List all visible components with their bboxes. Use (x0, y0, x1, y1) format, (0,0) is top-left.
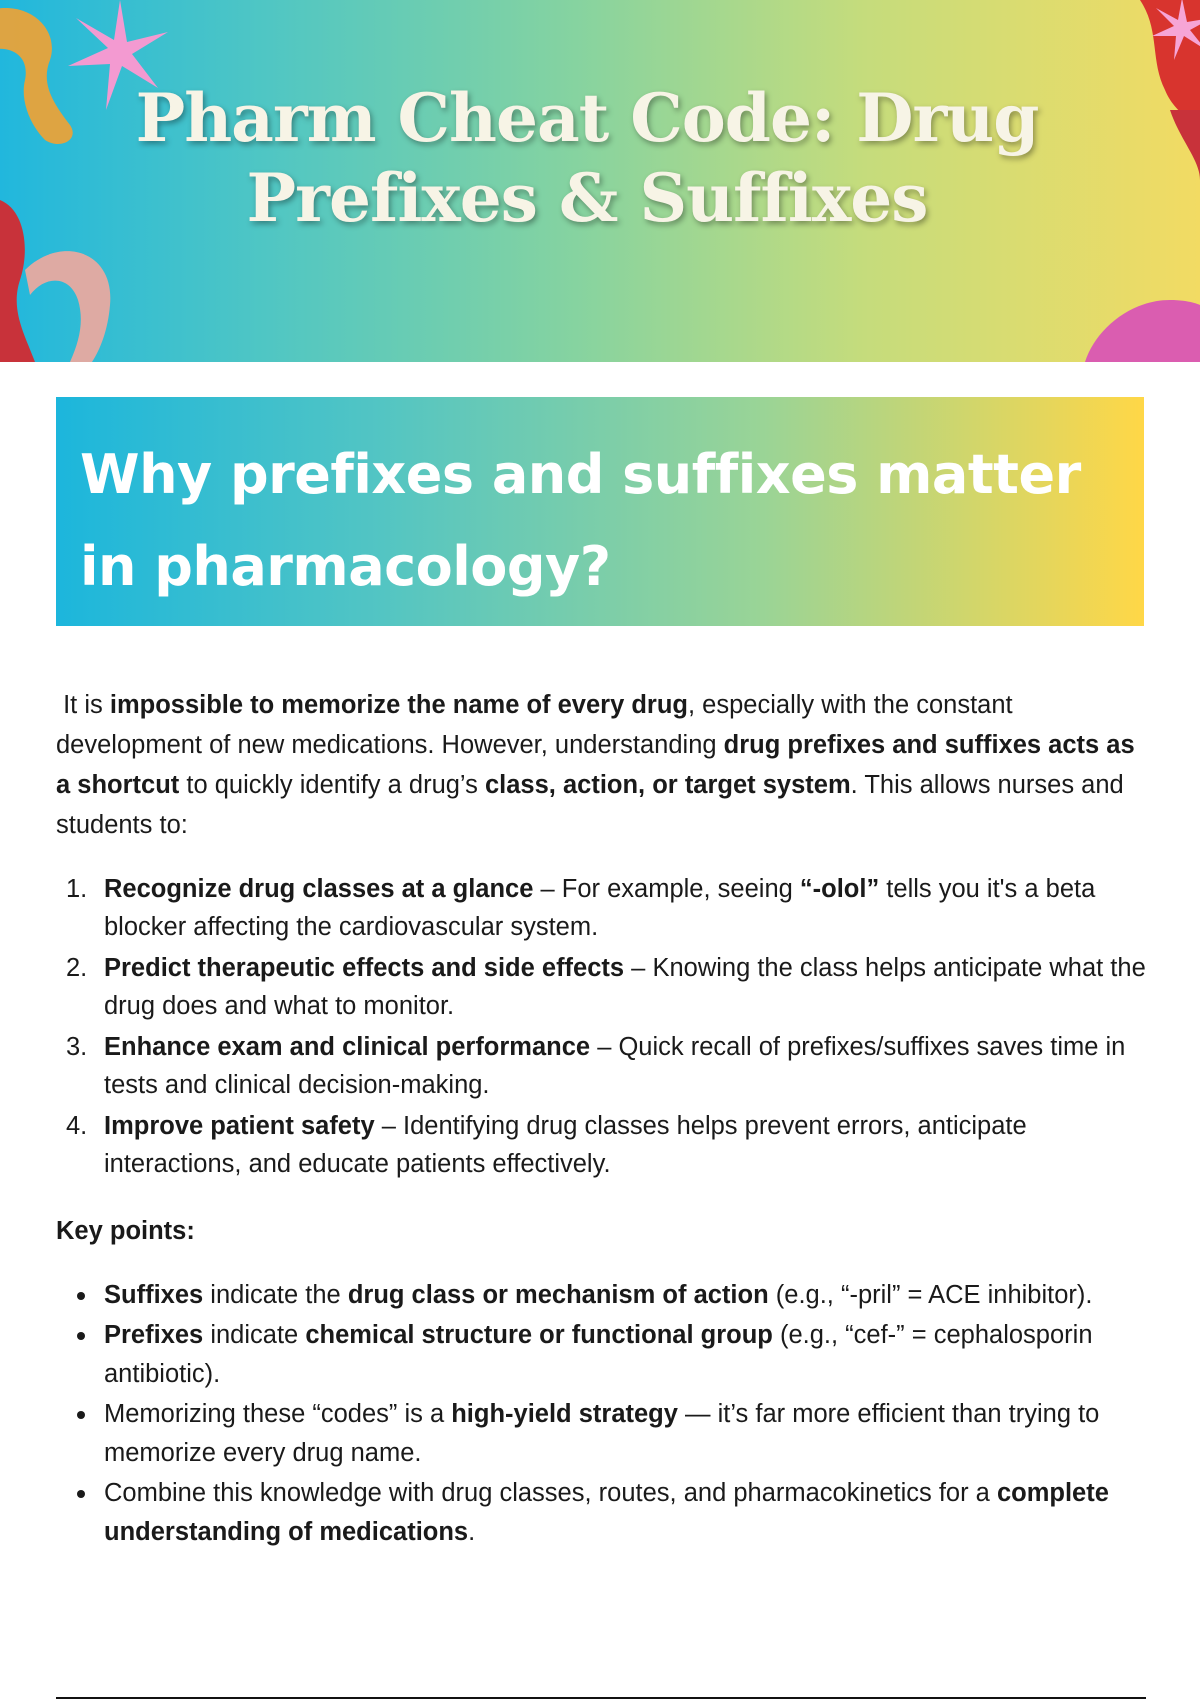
list-item (56, 1474, 1148, 1552)
item-emphasis: “-olol” (799, 875, 880, 903)
bullet-icon (77, 1292, 85, 1300)
key-points-label: Key points: (56, 1217, 195, 1245)
item-emphasis: drug class or mechanism of action (347, 1281, 769, 1309)
page-title-line-2: Prefixes & Suffixes (246, 159, 928, 237)
key-points-list (56, 1276, 1148, 1553)
item-text: – Identifying drug classes helps prevent errors, anticipate interactions, and educate patients effectively. (104, 1112, 1027, 1178)
item-emphasis: Suffixes (104, 1281, 204, 1309)
list-item (56, 949, 1148, 1025)
item-text: — it’s far more efficient than trying to memorize every drug name. (104, 1400, 1100, 1467)
page-title (0, 78, 1174, 238)
list-number: 2. (66, 954, 88, 982)
bullet-icon (77, 1490, 85, 1498)
item-title: Enhance exam and clinical performance (104, 1033, 591, 1061)
item-text: (e.g., “-pril” = ACE inhibitor). (768, 1281, 1093, 1309)
list-item (56, 1316, 1148, 1394)
section-heading (80, 429, 1120, 613)
item-emphasis: Prefixes (104, 1321, 204, 1349)
item-emphasis: high-yield strategy (451, 1400, 678, 1428)
list-item (56, 1028, 1148, 1104)
list-number: 3. (66, 1033, 88, 1061)
item-text: indicate (203, 1321, 306, 1349)
benefits-list (56, 870, 1148, 1186)
intro-paragraph (56, 685, 1146, 845)
intro-emphasis: class, action, or target system (484, 771, 851, 799)
list-item (56, 870, 1148, 946)
item-text: indicate the (203, 1281, 348, 1309)
intro-text: , especially with the constant development of new medications. However, understanding (56, 691, 1013, 759)
header-banner (0, 0, 1200, 362)
item-title: Improve patient safety (104, 1112, 375, 1140)
item-emphasis: chemical structure or functional group (305, 1321, 773, 1349)
intro-emphasis: impossible to memorize the name of every drug (109, 691, 689, 719)
item-text: – For example, seeing (533, 875, 800, 903)
item-text: . (468, 1518, 476, 1546)
item-text: tells you it's a beta blocker affecting the cardiovascular system. (104, 875, 1096, 941)
list-item (56, 1107, 1148, 1183)
item-text: Memorizing these “codes” is a (104, 1400, 452, 1428)
item-text: – Knowing the class helps anticipate what the drug does and what to monitor. (104, 954, 1146, 1020)
bullet-icon (77, 1332, 85, 1340)
section-heading-line-2: in pharmacology? (80, 535, 611, 598)
item-text: Combine this knowledge with drug classes, routes, and pharmacokinetics for a (104, 1479, 997, 1507)
section-heading-line-1: Why prefixes and suffixes matter (80, 443, 1081, 506)
item-text: – Quick recall of prefixes/suffixes saves time in tests and clinical decision-making. (104, 1033, 1126, 1099)
intro-text: It is (63, 691, 110, 719)
intro-text: to quickly identify a drug’s (179, 771, 485, 799)
list-item (56, 1276, 1148, 1315)
bullet-icon (77, 1411, 85, 1419)
item-emphasis: complete understanding of medications (104, 1479, 1109, 1546)
bottom-divider (56, 1697, 1146, 1699)
section-heading-box (56, 397, 1144, 626)
intro-emphasis: drug prefixes and suffixes acts as a shortcut (56, 731, 1135, 799)
intro-text: . This allows nurses and students to: (56, 771, 1124, 839)
item-title: Predict therapeutic effects and side effects (104, 954, 625, 982)
list-number: 4. (66, 1112, 88, 1140)
list-item (56, 1395, 1148, 1473)
item-text: (e.g., “cef-” = cephalosporin antibiotic). (104, 1321, 1093, 1388)
list-number: 1. (66, 875, 88, 903)
page-title-line-1: Pharm Cheat Code: Drug (135, 79, 1039, 157)
item-title: Recognize drug classes at a glance (104, 875, 534, 903)
